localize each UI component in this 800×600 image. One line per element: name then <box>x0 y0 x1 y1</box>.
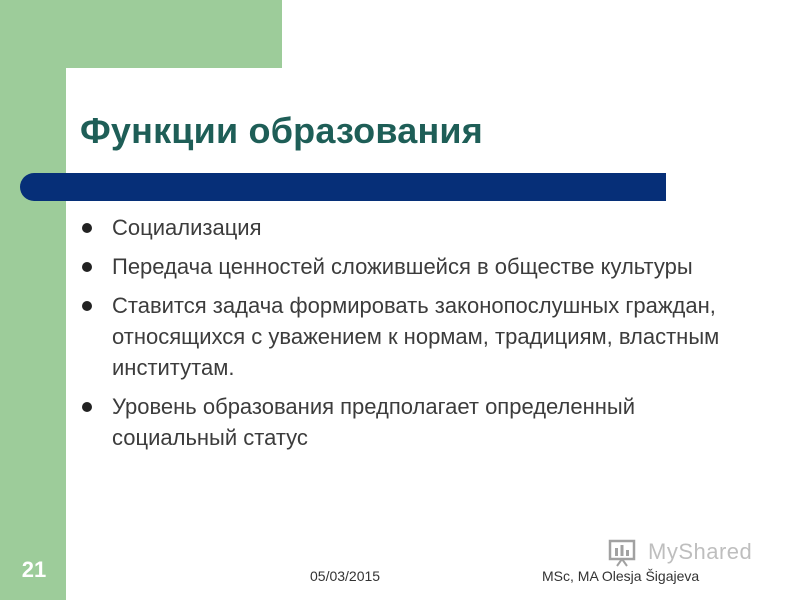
bullet-list <box>82 212 762 461</box>
bullet-text: Социализация <box>112 215 262 240</box>
bullet-text: Уровень образования предполагает определенный социальный статус <box>112 394 636 450</box>
slide-number: 21 <box>21 557 47 582</box>
watermark-text: MyShared <box>648 539 753 564</box>
bullet-item <box>82 290 762 383</box>
footer-date: 05/03/2015 <box>310 568 381 584</box>
bullet-text: Ставится задача формировать законопослушных граждан, относящихся с уважением к нормам, традициям, властным институтам. <box>112 293 720 380</box>
title-underline-bar <box>20 173 666 201</box>
presentation-board-icon <box>608 539 636 567</box>
bullet-item <box>82 212 762 243</box>
bullet-dot-icon <box>82 402 92 412</box>
bullet-item <box>82 251 762 282</box>
footer-author: MSc, MA Olesja Šigajeva <box>542 568 700 584</box>
slide-title: Функции образования <box>80 110 483 151</box>
watermark-logo <box>608 537 768 571</box>
bullet-dot-icon <box>82 262 92 272</box>
bullet-text: Передача ценностей сложившейся в обществе культуры <box>112 254 693 279</box>
bullet-item <box>82 391 762 453</box>
left-accent-bar <box>0 0 66 600</box>
bullet-dot-icon <box>82 223 92 233</box>
bullet-dot-icon <box>82 301 92 311</box>
top-accent-block <box>0 0 282 68</box>
